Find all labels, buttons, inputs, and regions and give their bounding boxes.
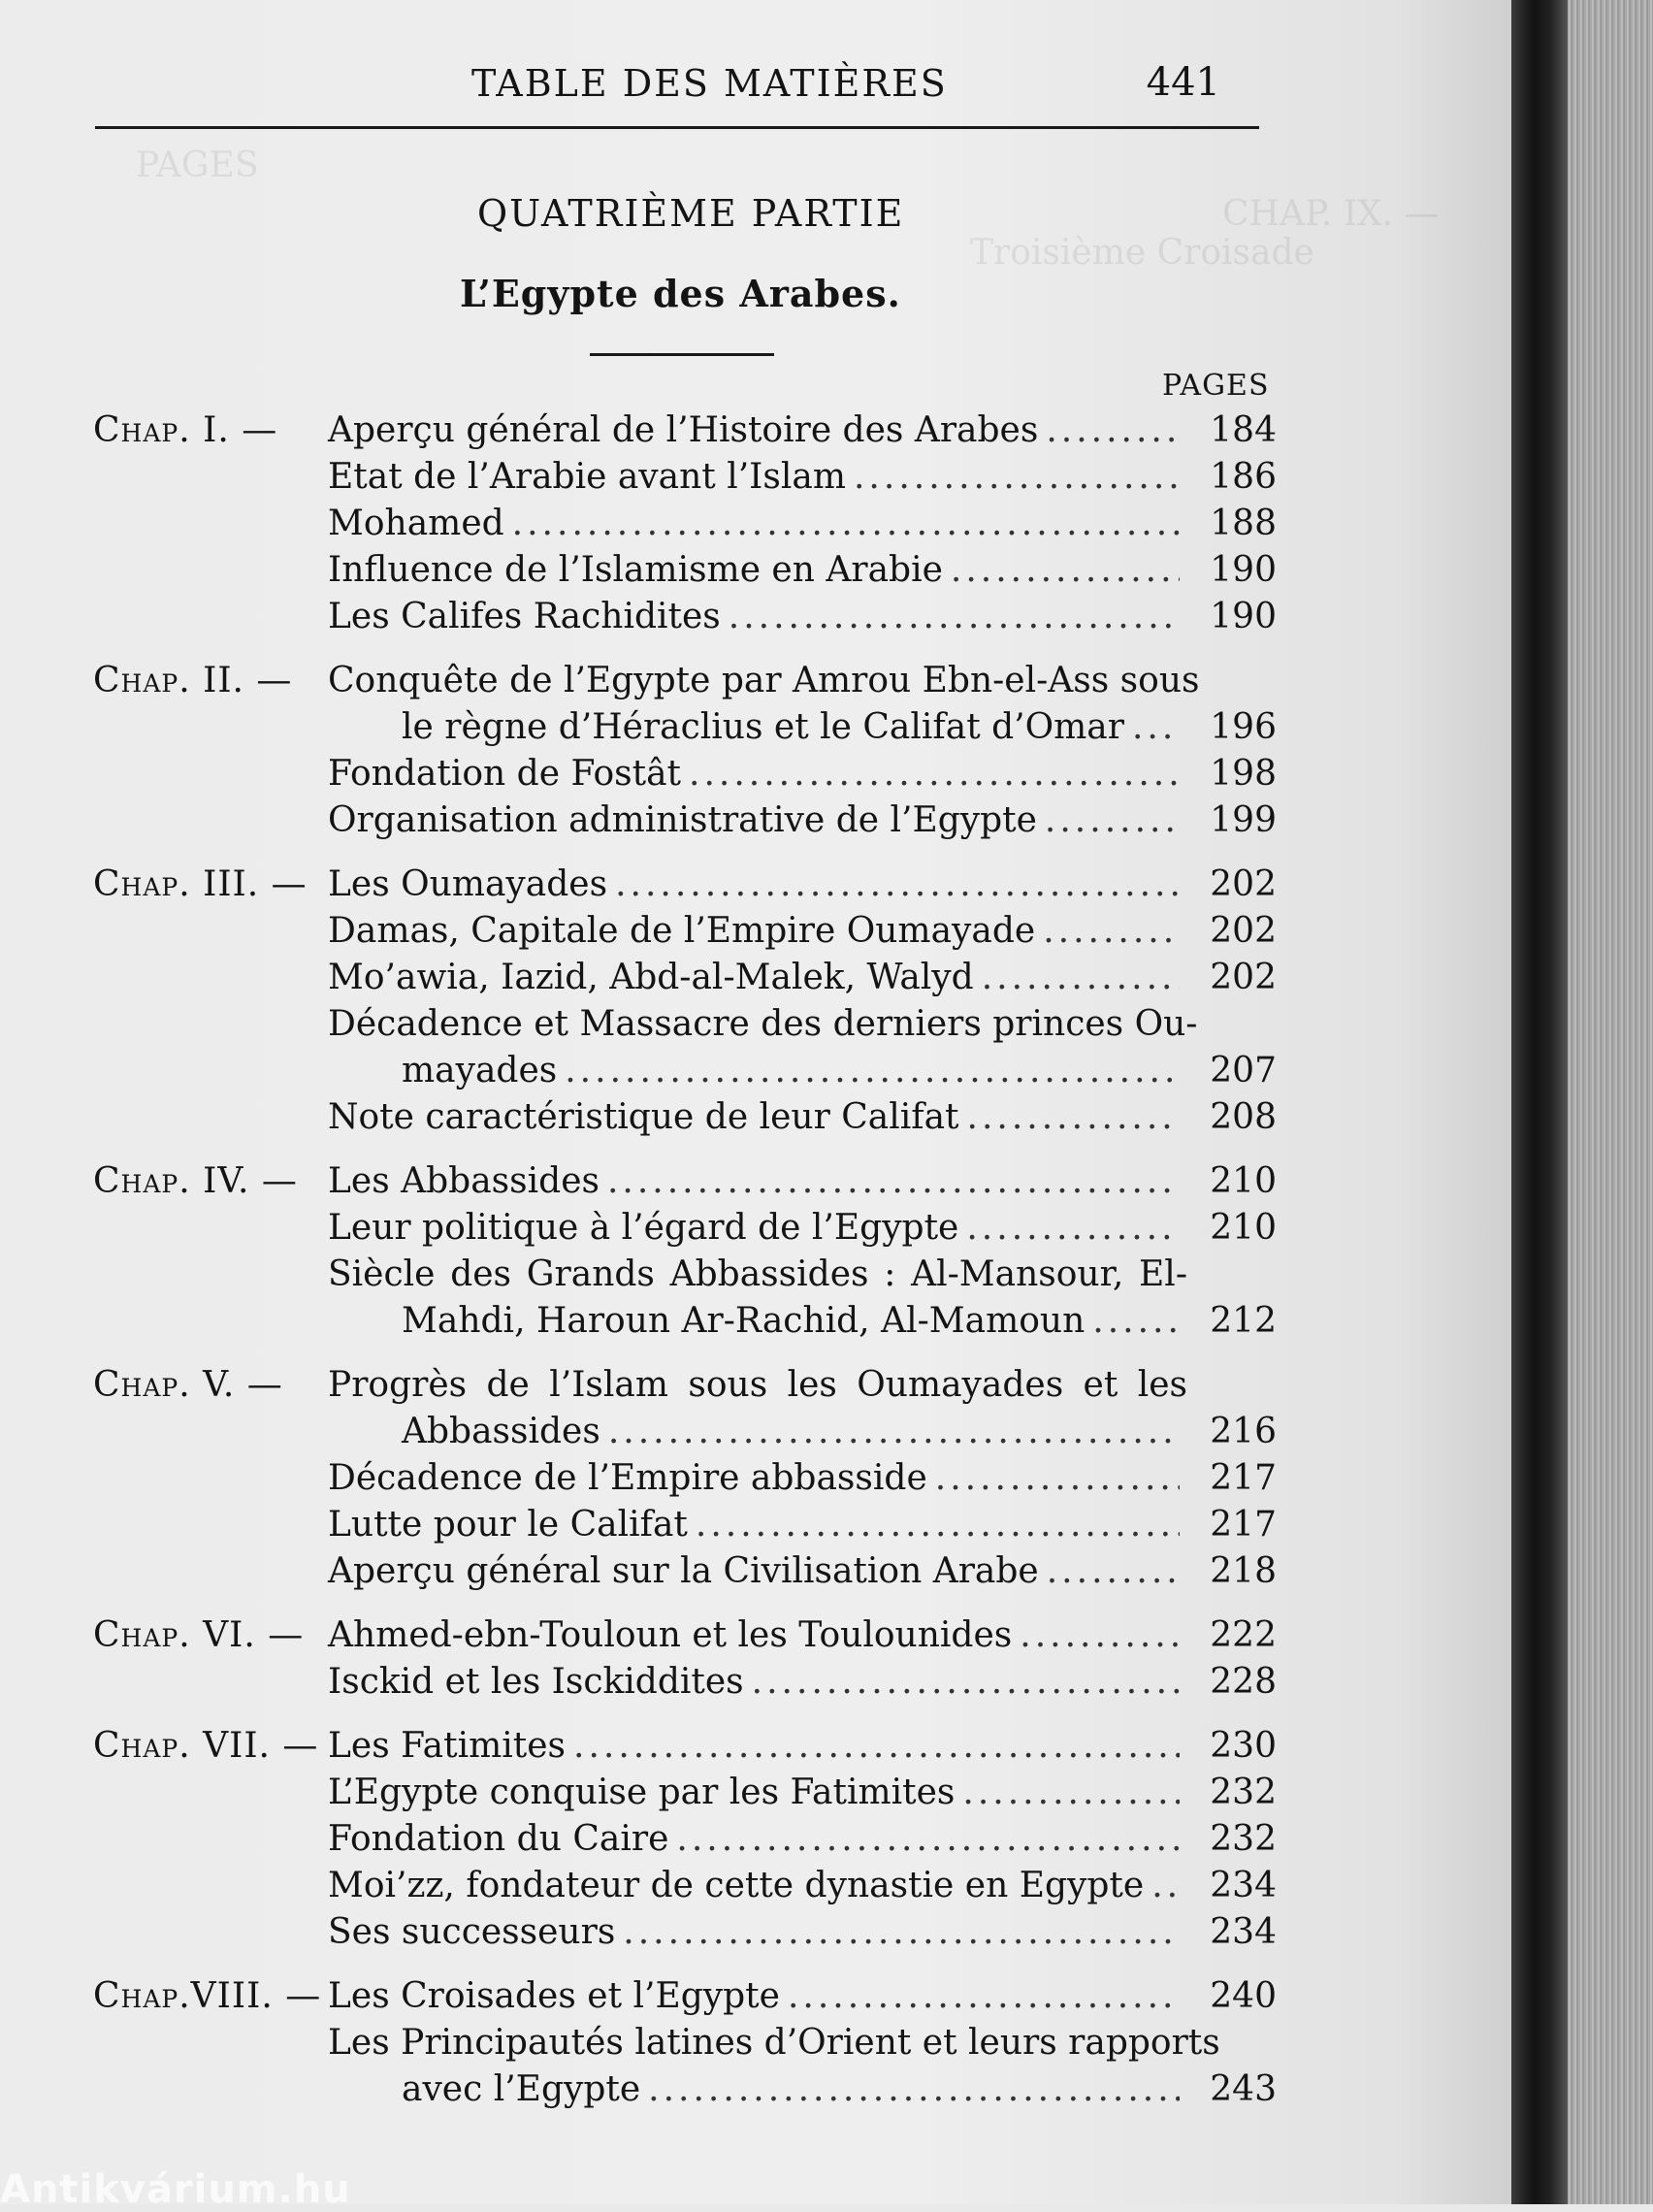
chapter-label: Chap. I. —: [93, 410, 278, 450]
toc-page-number: 218: [1210, 1551, 1277, 1591]
toc-page-number: 207: [1210, 1051, 1277, 1090]
chapter-block: [93, 862, 1277, 1141]
chapter-label: Chap. VII. —: [93, 1726, 319, 1766]
toc-page-number: 196: [1210, 707, 1277, 747]
toc-entry[interactable]: [328, 1548, 1277, 1595]
chapter-label: Chap. V. —: [93, 1365, 283, 1405]
toc-entry-title: Moi’zz, fondateur de cette dynastie en Egypte: [328, 1866, 1145, 1905]
dot-leader: [676, 1816, 1180, 1863]
toc-page-number: 210: [1210, 1161, 1277, 1201]
toc-page-number: 202: [1210, 958, 1277, 997]
running-header: [95, 58, 1259, 129]
dot-leader: [648, 2066, 1180, 2113]
dot-leader: [1151, 1863, 1180, 1909]
toc-page-number: 208: [1210, 1097, 1277, 1137]
toc-entry[interactable]: [328, 1973, 1277, 2020]
toc-entry-title: Isckid et les Isckiddites: [328, 1662, 744, 1702]
dot-leader: [1043, 908, 1180, 955]
book-spine: [1511, 0, 1568, 2204]
chapter-block: [93, 1723, 1277, 1956]
toc-entry-title: Mo’awia, Iazid, Abd-al-Malek, Walyd: [328, 958, 974, 997]
bleed-through-text: CHAP. IX. —: [1222, 194, 1440, 234]
dot-leader: [1046, 407, 1180, 454]
toc-entry[interactable]: [328, 1909, 1277, 1956]
toc-entry[interactable]: [328, 407, 1277, 454]
chapter-label: Chap. IV. —: [93, 1161, 298, 1201]
toc-entry[interactable]: [328, 594, 1277, 640]
toc-entry-title: Les Califes Rachidites: [328, 597, 721, 636]
toc-entry-title: Aperçu général de l’Histoire des Arabes: [328, 410, 1039, 450]
toc-entry-title: Les Croisades et l’Egypte: [328, 1976, 780, 2016]
toc-page-number: 234: [1210, 1866, 1277, 1905]
toc-entry[interactable]: [328, 1455, 1277, 1502]
chapter-block: [93, 407, 1277, 640]
dot-leader: [967, 1094, 1180, 1141]
toc-page-number: 186: [1210, 457, 1277, 497]
chapter-block: [93, 1612, 1277, 1706]
toc-entry[interactable]: [328, 908, 1277, 955]
toc-entry[interactable]: [328, 547, 1277, 594]
dot-leader: [608, 1409, 1180, 1455]
dot-leader: [935, 1455, 1180, 1502]
toc-entry[interactable]: [402, 1048, 1277, 1094]
dot-leader: [565, 1048, 1180, 1094]
toc-page-number: 212: [1210, 1301, 1277, 1341]
toc-page-number: 228: [1210, 1662, 1277, 1702]
toc-page-number: 199: [1210, 800, 1277, 840]
toc-entry[interactable]: [402, 2066, 1277, 2113]
toc-entry[interactable]: [328, 1863, 1277, 1909]
toc-entry[interactable]: [402, 1298, 1277, 1345]
dot-leader: [1045, 797, 1180, 844]
dot-leader: [1020, 1612, 1180, 1659]
toc-entry[interactable]: [328, 454, 1277, 501]
toc-page-number: 190: [1210, 550, 1277, 590]
toc-entry-first-line: Siècle des Grands Abbassides : Al-Mansour, El-: [328, 1254, 1187, 1294]
toc-entry-title: Les Abbassides: [328, 1161, 600, 1201]
toc-page-number: 232: [1210, 1819, 1277, 1859]
dot-leader: [1132, 704, 1180, 751]
dot-leader: [607, 1158, 1180, 1205]
toc-entry[interactable]: [328, 1816, 1277, 1863]
chapter-block: [93, 1362, 1277, 1595]
toc-entry-title: le règne d’Héraclius et le Califat d’Omar: [402, 707, 1124, 747]
toc-entry-title: Fondation de Fostât: [328, 754, 682, 794]
toc-entry[interactable]: [328, 1723, 1277, 1770]
toc-page-number: 217: [1210, 1458, 1277, 1498]
toc-page-number: 202: [1210, 911, 1277, 951]
toc-entry-first-line: Les Principautés latines d’Orient et leurs rapports: [328, 2023, 1220, 2063]
toc-entry-title: Damas, Capitale de l’Empire Oumayade: [328, 911, 1036, 951]
chapter-label: Chap. VI. —: [93, 1615, 305, 1655]
toc-entry-title: Note caractéristique de leur Califat: [328, 1097, 959, 1137]
toc-page-number: 217: [1210, 1505, 1277, 1545]
dot-leader: [982, 955, 1180, 1001]
toc-entry-title: Ahmed-ebn-Touloun et les Toulounides: [328, 1615, 1013, 1655]
dot-leader: [615, 862, 1180, 908]
header-title: TABLE DES MATIÈRES: [471, 62, 948, 105]
divider: [590, 353, 774, 356]
toc-entry[interactable]: [328, 751, 1277, 797]
toc-entry[interactable]: [328, 1502, 1277, 1548]
bleed-through-text: Troisième Croisade: [970, 233, 1314, 273]
toc-entry-first-line: Décadence et Massacre des derniers princes Ou-: [328, 1004, 1198, 1044]
dot-leader: [788, 1973, 1180, 2020]
toc-page-number: 230: [1210, 1726, 1277, 1766]
dot-leader: [752, 1659, 1180, 1706]
toc-entry[interactable]: [328, 1612, 1277, 1659]
toc-entry[interactable]: [328, 501, 1277, 547]
page-edges: [1568, 0, 1653, 2204]
toc-page-number: 190: [1210, 597, 1277, 636]
toc-entry[interactable]: [328, 797, 1277, 844]
watermark: Antikvárium.hu: [0, 2167, 351, 2212]
toc-page-number: 210: [1210, 1208, 1277, 1248]
toc-page-number: 184: [1210, 410, 1277, 450]
dot-leader: [689, 751, 1180, 797]
dot-leader: [1047, 1548, 1180, 1595]
toc-entry[interactable]: [402, 1409, 1277, 1455]
toc-entry-title: Aperçu général sur la Civilisation Arabe: [328, 1551, 1039, 1591]
toc-entry-title: L’Egypte conquise par les Fatimites: [328, 1773, 956, 1812]
toc-entry-title: avec l’Egypte: [402, 2069, 641, 2109]
dot-leader: [729, 594, 1180, 640]
toc-entry[interactable]: [328, 1094, 1277, 1141]
toc-page-number: 243: [1210, 2069, 1277, 2109]
bleed-through-text: PAGES: [136, 146, 259, 185]
toc-page-number: 234: [1210, 1912, 1277, 1952]
toc-entry-title: Organisation administrative de l’Egypte: [328, 800, 1037, 840]
toc-entry[interactable]: [328, 1770, 1277, 1816]
toc-entry-title: Les Fatimites: [328, 1726, 567, 1766]
toc-page-number: 222: [1210, 1615, 1277, 1655]
chapter-label: Chap.VIII. —: [93, 1976, 322, 2016]
toc-page-number: 240: [1210, 1976, 1277, 2016]
toc-entry-title: Lutte pour le Califat: [328, 1505, 688, 1545]
toc-entry[interactable]: [328, 1158, 1277, 1205]
chapter-block: [93, 658, 1277, 844]
toc-entry[interactable]: [328, 862, 1277, 908]
dot-leader: [966, 1205, 1180, 1252]
toc-entry-title: mayades: [402, 1051, 558, 1090]
chapter-label: Chap. II. —: [93, 661, 293, 700]
toc-entry-title: Abbassides: [402, 1412, 600, 1451]
part-subtitle: L’Egypte des Arabes.: [460, 272, 901, 315]
toc-entry[interactable]: [402, 704, 1277, 751]
toc-entry-first-line: Progrès de l’Islam sous les Oumayades et les: [328, 1365, 1187, 1405]
chapter-block: [93, 1973, 1277, 2113]
dot-leader: [854, 454, 1180, 501]
toc-entry-title: Ses successeurs: [328, 1912, 616, 1952]
dot-leader: [1092, 1298, 1180, 1345]
toc-page-number: 202: [1210, 864, 1277, 904]
toc-page-number: 216: [1210, 1412, 1277, 1451]
page-number: 441: [1146, 60, 1220, 105]
dot-leader: [962, 1770, 1180, 1816]
toc-entry-title: Influence de l’Islamisme en Arabie: [328, 550, 943, 590]
chapter-block: [93, 1158, 1277, 1345]
part-title: QUATRIÈME PARTIE: [477, 192, 905, 235]
chapter-label: Chap. III. —: [93, 864, 308, 904]
dot-leader: [951, 547, 1180, 594]
toc-entry-title: Mohamed: [328, 504, 504, 543]
toc-page-number: 232: [1210, 1773, 1277, 1812]
toc-entry-first-line: Conquête de l’Egypte par Amrou Ebn-el-Ass sous: [328, 661, 1200, 700]
toc-entry[interactable]: [328, 1659, 1277, 1706]
pages-column-label: PAGES: [1162, 369, 1270, 403]
toc-entry[interactable]: [328, 955, 1277, 1001]
dot-leader: [696, 1502, 1180, 1548]
table-of-contents: [93, 407, 1277, 2131]
toc-entry-title: Leur politique à l’égard de l’Egypte: [328, 1208, 959, 1248]
dot-leader: [623, 1909, 1180, 1956]
toc-entry[interactable]: [328, 1205, 1277, 1252]
toc-entry-title: Les Oumayades: [328, 864, 608, 904]
toc-entry-title: Mahdi, Haroun Ar-Rachid, Al-Mamoun: [402, 1301, 1086, 1341]
toc-page-number: 188: [1210, 504, 1277, 543]
toc-entry-title: Fondation du Caire: [328, 1819, 669, 1859]
toc-page-number: 198: [1210, 754, 1277, 794]
toc-entry-title: Etat de l’Arabie avant l’Islam: [328, 457, 846, 497]
dot-leader: [512, 501, 1180, 547]
dot-leader: [573, 1723, 1180, 1770]
toc-entry-title: Décadence de l’Empire abbasside: [328, 1458, 927, 1498]
